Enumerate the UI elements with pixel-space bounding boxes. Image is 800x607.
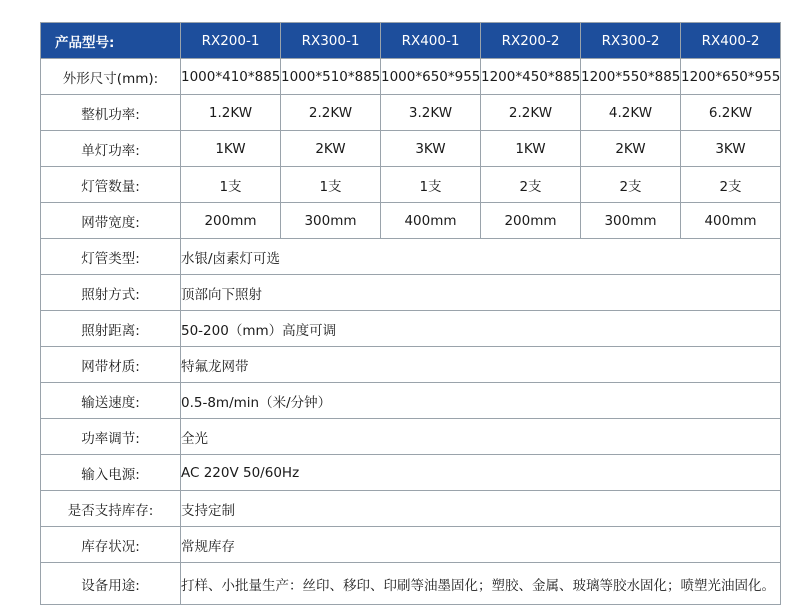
row-value: 全光 (181, 419, 781, 455)
row-label: 输入电源: (41, 455, 181, 491)
row-value: 2.2KW (281, 95, 381, 131)
row-value: 1支 (381, 167, 481, 203)
row-value: AC 220V 50/60Hz (181, 455, 781, 491)
row-value: 400mm (681, 203, 781, 239)
table-row (41, 239, 781, 275)
table-row (41, 491, 781, 527)
row-value: 顶部向下照射 (181, 275, 781, 311)
row-label: 灯管数量: (41, 167, 181, 203)
row-value: 1000*410*885 (181, 59, 281, 95)
row-label: 网带宽度: (41, 203, 181, 239)
header-model-cell: RX200-2 (481, 23, 581, 59)
row-value: 水银/卤素灯可选 (181, 239, 781, 275)
row-value: 4.2KW (581, 95, 681, 131)
table-row (41, 203, 781, 239)
table-row (41, 275, 781, 311)
header-model-cell: RX400-1 (381, 23, 481, 59)
row-value: 1200*650*955 (681, 59, 781, 95)
row-value: 1000*510*885 (281, 59, 381, 95)
row-value: 支持定制 (181, 491, 781, 527)
specification-table (40, 22, 781, 605)
table-row (41, 419, 781, 455)
row-value: 1KW (481, 131, 581, 167)
table-row (41, 311, 781, 347)
row-label: 设备用途: (41, 563, 181, 605)
row-value: 1200*550*885 (581, 59, 681, 95)
header-label-cell: 产品型号: (41, 23, 181, 59)
row-value: 0.5-8m/min（米/分钟） (181, 383, 781, 419)
row-label: 单灯功率: (41, 131, 181, 167)
header-model-cell: RX300-2 (581, 23, 681, 59)
row-value: 50-200（mm）高度可调 (181, 311, 781, 347)
row-label: 输送速度: (41, 383, 181, 419)
table-row (41, 131, 781, 167)
header-model-cell: RX400-2 (681, 23, 781, 59)
row-value: 2KW (581, 131, 681, 167)
row-value: 6.2KW (681, 95, 781, 131)
row-label: 灯管类型: (41, 239, 181, 275)
row-value: 1000*650*955 (381, 59, 481, 95)
row-value: 1.2KW (181, 95, 281, 131)
row-value: 200mm (481, 203, 581, 239)
row-label: 整机功率: (41, 95, 181, 131)
row-value: 1200*450*885 (481, 59, 581, 95)
row-value: 1KW (181, 131, 281, 167)
row-value: 2支 (581, 167, 681, 203)
row-value: 200mm (181, 203, 281, 239)
row-label: 照射方式: (41, 275, 181, 311)
row-value: 3KW (381, 131, 481, 167)
table-row (41, 59, 781, 95)
row-value: 300mm (581, 203, 681, 239)
row-label: 网带材质: (41, 347, 181, 383)
table-row (41, 167, 781, 203)
table-row (41, 455, 781, 491)
row-value: 常规库存 (181, 527, 781, 563)
row-label: 外形尺寸(mm): (41, 59, 181, 95)
row-value: 2支 (481, 167, 581, 203)
row-value: 特氟龙网带 (181, 347, 781, 383)
row-label: 库存状况: (41, 527, 181, 563)
row-value: 3KW (681, 131, 781, 167)
row-value: 2支 (681, 167, 781, 203)
row-value: 2.2KW (481, 95, 581, 131)
row-label: 功率调节: (41, 419, 181, 455)
table-row (41, 383, 781, 419)
row-label: 照射距离: (41, 311, 181, 347)
row-value: 1支 (281, 167, 381, 203)
row-label: 是否支持库存: (41, 491, 181, 527)
table-row (41, 95, 781, 131)
row-value: 400mm (381, 203, 481, 239)
row-value: 300mm (281, 203, 381, 239)
table-header-row (41, 23, 781, 59)
header-model-cell: RX200-1 (181, 23, 281, 59)
header-model-cell: RX300-1 (281, 23, 381, 59)
row-value: 1支 (181, 167, 281, 203)
table-row (41, 527, 781, 563)
row-value: 打样、小批量生产：丝印、移印、印刷等油墨固化；塑胶、金属、玻璃等胶水固化；喷塑光油固化。 (181, 563, 781, 605)
table-row (41, 347, 781, 383)
row-value: 2KW (281, 131, 381, 167)
table-row (41, 563, 781, 605)
row-value: 3.2KW (381, 95, 481, 131)
